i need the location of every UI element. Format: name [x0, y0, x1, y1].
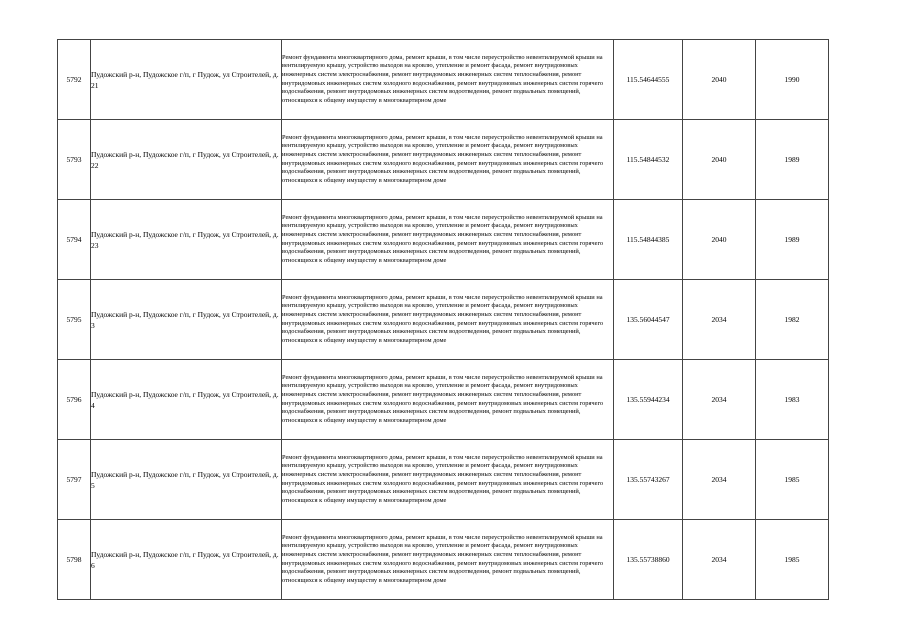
address-cell	[91, 440, 282, 520]
plan-year-cell: 2034	[683, 280, 756, 360]
address-cell	[91, 360, 282, 440]
built-year-cell: 1985	[756, 520, 829, 600]
works-cell	[282, 120, 614, 200]
row-number: 5792	[58, 40, 91, 120]
plan-year-cell: 2034	[683, 360, 756, 440]
works-cell	[282, 360, 614, 440]
repair-program-table	[57, 39, 829, 600]
built-year-cell: 1990	[756, 40, 829, 120]
table-row	[58, 40, 829, 120]
works-cell	[282, 40, 614, 120]
works-text: Ремонт фундамента многоквартирного дома, ремонт крыши, в том числе переустройство невентилируемой крыши на вентилируемую крышу, устройство выходов на кровлю, утепление и ремонт фасада, ремонт внутридомовых инженерных систем электроснабжения, ремонт внутридомовых инженерных систем теплоснабжения, ремонт внутридомовых инженерных систем холодного водоснабжения, ремонт внутридомовых инженерных систем горячего водоснабжения, ремонт внутридомовых инженерных систем водоотведения, ремонт подвальных помещений, относящихся к общему имуществу в многоквартирном доме	[282, 533, 604, 584]
built-year-cell: 1982	[756, 280, 829, 360]
address-text: Пудожский р-н, Пудожское г/п, г Пудож, ул Строителей, д. 21	[91, 69, 279, 90]
works-text: Ремонт фундамента многоквартирного дома, ремонт крыши, в том числе переустройство невентилируемой крыши на вентилируемую крышу, устройство выходов на кровлю, утепление и ремонт фасада, ремонт внутридомовых инженерных систем электроснабжения, ремонт внутридомовых инженерных систем теплоснабжения, ремонт внутридомовых инженерных систем холодного водоснабжения, ремонт внутридомовых инженерных систем горячего водоснабжения, ремонт внутридомовых инженерных систем водоотведения, ремонт подвальных помещений, относящихся к общему имуществу в многоквартирном доме	[282, 453, 604, 504]
table-row	[58, 440, 829, 520]
built-year-cell: 1989	[756, 120, 829, 200]
code-cell: 115.54844385	[614, 200, 683, 280]
table-row	[58, 120, 829, 200]
code-cell: 115.54844532	[614, 120, 683, 200]
plan-year-cell: 2040	[683, 200, 756, 280]
row-number: 5797	[58, 440, 91, 520]
plan-year-cell: 2040	[683, 40, 756, 120]
table-row	[58, 200, 829, 280]
built-year-cell: 1983	[756, 360, 829, 440]
works-text: Ремонт фундамента многоквартирного дома, ремонт крыши, в том числе переустройство невентилируемой крыши на вентилируемую крышу, устройство выходов на кровлю, утепление и ремонт фасада, ремонт внутридомовых инженерных систем электроснабжения, ремонт внутридомовых инженерных систем теплоснабжения, ремонт внутридомовых инженерных систем холодного водоснабжения, ремонт внутридомовых инженерных систем горячего водоснабжения, ремонт внутридомовых инженерных систем водоотведения, ремонт подвальных помещений, относящихся к общему имуществу в многоквартирном доме	[282, 133, 604, 184]
address-text: Пудожский р-н, Пудожское г/п, г Пудож, ул Строителей, д. 4	[91, 389, 279, 410]
address-text: Пудожский р-н, Пудожское г/п, г Пудож, ул Строителей, д. 3	[91, 309, 279, 330]
address-text: Пудожский р-н, Пудожское г/п, г Пудож, ул Строителей, д. 5	[91, 469, 279, 490]
plan-year-cell: 2040	[683, 120, 756, 200]
row-number: 5794	[58, 200, 91, 280]
address-cell	[91, 520, 282, 600]
row-number: 5798	[58, 520, 91, 600]
plan-year-cell: 2034	[683, 520, 756, 600]
row-number: 5793	[58, 120, 91, 200]
table-row	[58, 360, 829, 440]
code-cell: 135.55738860	[614, 520, 683, 600]
code-cell: 135.55944234	[614, 360, 683, 440]
table-row	[58, 280, 829, 360]
works-text: Ремонт фундамента многоквартирного дома, ремонт крыши, в том числе переустройство невентилируемой крыши на вентилируемую крышу, устройство выходов на кровлю, утепление и ремонт фасада, ремонт внутридомовых инженерных систем электроснабжения, ремонт внутридомовых инженерных систем теплоснабжения, ремонт внутридомовых инженерных систем холодного водоснабжения, ремонт внутридомовых инженерных систем горячего водоснабжения, ремонт внутридомовых инженерных систем водоотведения, ремонт подвальных помещений, относящихся к общему имуществу в многоквартирном доме	[282, 53, 604, 104]
address-text: Пудожский р-н, Пудожское г/п, г Пудож, ул Строителей, д. 23	[91, 229, 279, 250]
works-cell	[282, 280, 614, 360]
row-number: 5796	[58, 360, 91, 440]
built-year-cell: 1985	[756, 440, 829, 520]
built-year-cell: 1989	[756, 200, 829, 280]
address-text: Пудожский р-н, Пудожское г/п, г Пудож, ул Строителей, д. 22	[91, 149, 279, 170]
address-cell	[91, 40, 282, 120]
address-cell	[91, 200, 282, 280]
row-number: 5795	[58, 280, 91, 360]
works-cell	[282, 520, 614, 600]
code-cell: 135.56044547	[614, 280, 683, 360]
plan-year-cell: 2034	[683, 440, 756, 520]
code-cell: 135.55743267	[614, 440, 683, 520]
works-cell	[282, 200, 614, 280]
works-cell	[282, 440, 614, 520]
works-text: Ремонт фундамента многоквартирного дома, ремонт крыши, в том числе переустройство невентилируемой крыши на вентилируемую крышу, устройство выходов на кровлю, утепление и ремонт фасада, ремонт внутридомовых инженерных систем электроснабжения, ремонт внутридомовых инженерных систем теплоснабжения, ремонт внутридомовых инженерных систем холодного водоснабжения, ремонт внутридомовых инженерных систем горячего водоснабжения, ремонт внутридомовых инженерных систем водоотведения, ремонт подвальных помещений, относящихся к общему имуществу в многоквартирном доме	[282, 373, 604, 424]
address-cell	[91, 280, 282, 360]
address-text: Пудожский р-н, Пудожское г/п, г Пудож, ул Строителей, д. 6	[91, 549, 279, 570]
table-row	[58, 520, 829, 600]
works-text: Ремонт фундамента многоквартирного дома, ремонт крыши, в том числе переустройство невентилируемой крыши на вентилируемую крышу, устройство выходов на кровлю, утепление и ремонт фасада, ремонт внутридомовых инженерных систем электроснабжения, ремонт внутридомовых инженерных систем теплоснабжения, ремонт внутридомовых инженерных систем холодного водоснабжения, ремонт внутридомовых инженерных систем горячего водоснабжения, ремонт внутридомовых инженерных систем водоотведения, ремонт подвальных помещений, относящихся к общему имуществу в многоквартирном доме	[282, 213, 604, 264]
works-text: Ремонт фундамента многоквартирного дома, ремонт крыши, в том числе переустройство невентилируемой крыши на вентилируемую крышу, устройство выходов на кровлю, утепление и ремонт фасада, ремонт внутридомовых инженерных систем электроснабжения, ремонт внутридомовых инженерных систем теплоснабжения, ремонт внутридомовых инженерных систем холодного водоснабжения, ремонт внутридомовых инженерных систем горячего водоснабжения, ремонт внутридомовых инженерных систем водоотведения, ремонт подвальных помещений, относящихся к общему имуществу в многоквартирном доме	[282, 293, 604, 344]
address-cell	[91, 120, 282, 200]
code-cell: 115.54644555	[614, 40, 683, 120]
